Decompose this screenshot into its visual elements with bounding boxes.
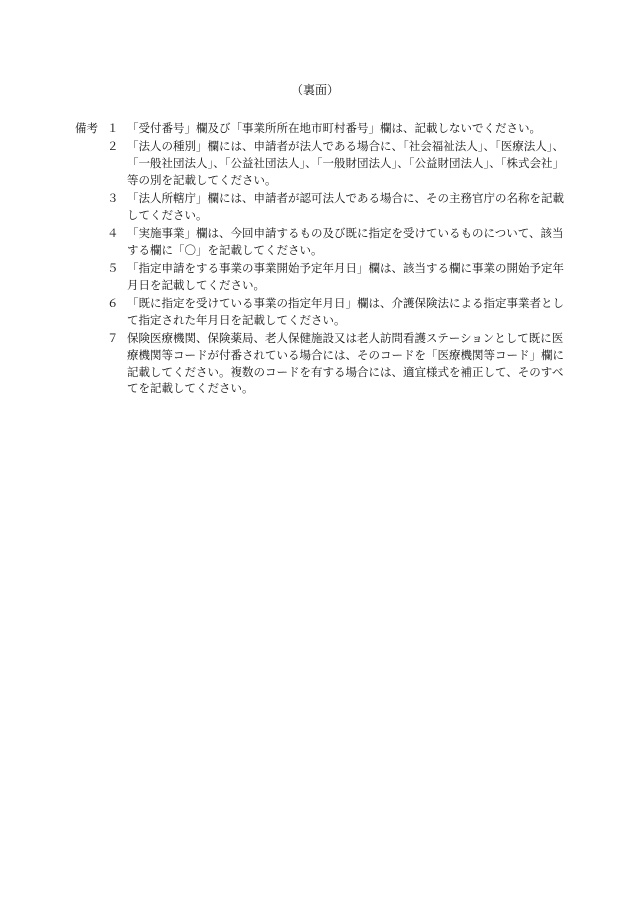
note-text: 「既に指定を受けている事業の指定年月日」欄は、介護保険法による指定事業者として指定された年月日を記載してください。 xyxy=(127,295,564,327)
page-side-label: （裏面） xyxy=(290,83,339,97)
notes-prefix: 備考 xyxy=(75,121,98,135)
notes-section xyxy=(75,120,565,398)
note-item-1 xyxy=(75,120,565,137)
note-prefix-spacer xyxy=(75,295,107,329)
note-number: ６ xyxy=(107,295,119,310)
note-text: 「受付番号」欄及び「事業所所在地市町村番号」欄は、記載しないでください。 xyxy=(127,121,541,135)
note-item-2 xyxy=(75,138,565,188)
note-prefix-spacer xyxy=(75,138,107,188)
note-number: ３ xyxy=(107,190,119,205)
note-text: 「法人所轄庁」欄には、申請者が認可法人である場合に、その主務官庁の名称を記載してください。 xyxy=(127,190,564,222)
note-item-3 xyxy=(75,190,565,224)
note-prefix-spacer xyxy=(75,225,107,259)
note-number: ４ xyxy=(107,225,119,240)
note-prefix-spacer xyxy=(75,330,107,397)
note-number: ７ xyxy=(107,330,119,345)
note-number: １ xyxy=(107,121,119,135)
note-item-5 xyxy=(75,260,565,294)
note-text: 「実施事業」欄は、今回申請するもの及び既に指定を受けているものについて、該当する欄に「〇」を記載してください。 xyxy=(127,225,564,257)
note-text: 「指定申請をする事業の事業開始予定年月日」欄は、該当する欄に事業の開始予定年月日を記載してください。 xyxy=(127,260,564,292)
note-item-7 xyxy=(75,330,565,397)
note-text: 「法人の種別」欄には、申請者が法人である場合に、「社会福祉法人」、「医療法人」、「一般社団法人」、「公益社団法人」、「一般財団法人」、「公益財団法人」、「株式会社」等の別を記載してください。 xyxy=(127,139,564,187)
note-number: ２ xyxy=(107,139,119,154)
note-text: 保険医療機関、保険薬局、老人保健施設又は老人訪問看護ステーションとして既に医療機関等コードが付番されている場合には、そのコードを「医療機関等コード」欄に記載してください。複数のコードを有する場合には、適宜様式を補正して、そのすべてを記載してください。 xyxy=(127,330,564,396)
note-item-4 xyxy=(75,225,565,259)
note-prefix-spacer xyxy=(75,260,107,294)
note-number: ５ xyxy=(107,260,119,275)
note-item-6 xyxy=(75,295,565,329)
note-prefix-spacer xyxy=(75,190,107,224)
